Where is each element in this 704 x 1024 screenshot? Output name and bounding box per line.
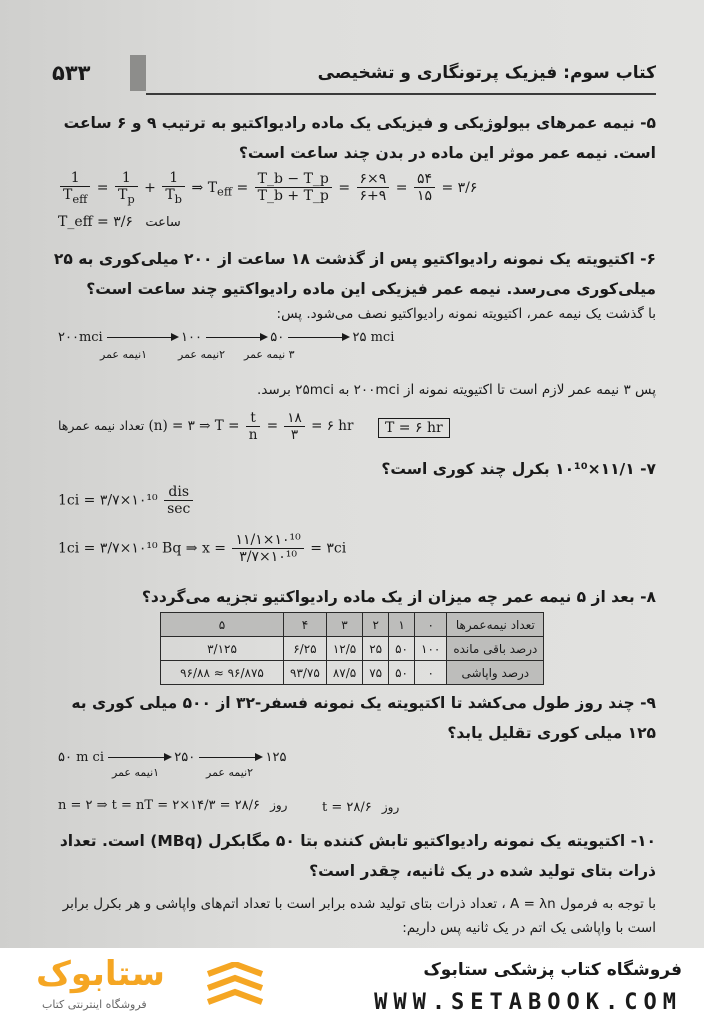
table-cell: ۸۷/۵ [326, 661, 362, 685]
book-title: کتاب سوم: فیزیک پرتونگاری و تشخیصی [317, 63, 656, 83]
q6-chain-label-2: ۲نیمه عمر [178, 348, 226, 361]
table-cell: ۵۰ [389, 661, 415, 685]
table-cell: ۳/۱۲۵ [161, 637, 284, 661]
table-cell: ۲۵ [363, 637, 389, 661]
book-stack-icon [200, 962, 270, 1012]
table-cell: ۷۵ [363, 661, 389, 685]
table-header-row [161, 613, 544, 637]
table-cell: ۱۲/۵ [326, 637, 362, 661]
question-6: ۶- اکتیویته یک نمونه رادیواکتیو پس از گذشت ۱۸ ساعت از ۲۰۰ میلی‌کوری به ۲۵ میلی‌کوری می‌رسد. نیمه عمر فیزیکی این ماده رادیواکتیو چند ساعت است؟ [53, 250, 656, 298]
q9-chain: ۵۰ m ci ۲۵۰ ۱۲۵ [58, 750, 287, 765]
store-name: فروشگاه کتاب پزشکی ستابوک [423, 960, 682, 980]
question-8: ۸- بعد از ۵ نیمه عمر چه میزان از یک ماده رادیواکتیو تجزیه می‌گردد؟ [141, 588, 656, 606]
q9-calc: n = ۲ ⇒ t = nT = ۲×۱۴/۳ = ۲۸/۶ روز [58, 798, 288, 813]
table-row [161, 661, 544, 685]
table-header-cell: تعداد نیمه‌عمرها [447, 613, 544, 637]
table-cell: ۹۶/۸۷۵ ≈ ۹۶/۸۸ [161, 661, 284, 685]
header-bar [130, 55, 146, 91]
q6-note: با گذشت یک نیمه عمر، اکتیویته نمونه رادیواکتیو نصف می‌شود. پس: [276, 306, 656, 322]
page-number: ۵۳۳ [52, 61, 91, 85]
question-5: ۵- نیمه عمرهای بیولوژیکی و فیزیکی یک ماده رادیواکتیو به ترتیب ۹ و ۶ ساعت است. نیمه عمر موثر این ماده در بدن چند ساعت است؟ [63, 114, 656, 162]
question-7: ۷- ۱۱/۱×۱۰¹⁰ بکرل چند کوری است؟ [381, 460, 656, 478]
table-cell: ۵۰ [389, 637, 415, 661]
table-header-cell: ۲ [363, 613, 389, 637]
q6-chain-label-1: ۱نیمه عمر [100, 348, 148, 361]
brand-logo-text: ستابوک [36, 954, 165, 994]
q6-chain-label-3: ۳ نیمه عمر [244, 348, 295, 361]
table-cell: درصد باقی مانده [447, 637, 544, 661]
running-header [40, 55, 656, 95]
table-header-cell: ۳ [326, 613, 362, 637]
q6-answer-box: T = ۶ hr [378, 420, 450, 436]
header-rule [146, 93, 656, 95]
q6-chain: ۲۰۰mci ۱۰۰ ۵۰ ۲۵ mci [58, 330, 395, 345]
brand-subtitle: فروشگاه اینترنتی کتاب [42, 998, 147, 1011]
q7-line-1: 1ci = ۳/۷×۱۰¹⁰ $\frac{\text{dis}}{\sec}$ [58, 484, 195, 517]
table-cell: ۹۳/۷۵ [284, 661, 327, 685]
q5-formula: $\frac{1}{T_{eff}}$ = $\frac{1}{T_p}$ + $\frac{1}{T_b}$ ⇒ $T_{eff}$ = $\frac{T\_b - T\_p}{T\_b + T\_p}$ = $\frac{۶\times ۹}{۶+۹}$ = $\frac{۵۴}{۱۵}$ = ۳/۶ [58, 170, 477, 206]
q9-chain-label-1: ۱نیمه عمر [112, 766, 160, 779]
q5-final: T_eff = ۳/۶ ساعت [58, 214, 181, 230]
table-header-cell: ۰ [415, 613, 447, 637]
question-9: ۹- چند روز طول می‌کشد تا اکتیویته یک نمونه فسفر-۳۲ از ۵۰۰ میلی کوری به ۱۲۵ میلی کوری تقلیل یابد؟ [71, 694, 656, 742]
table-header-cell: ۱ [389, 613, 415, 637]
store-footer [0, 948, 704, 1024]
q7-line-2: 1ci = ۳/۷×۱۰¹⁰ Bq ⇒ x = $\frac{\text{۱۱/۱×۱۰¹⁰}}{\text{۳/۷×۱۰¹⁰}}$ = ۳ci [58, 532, 347, 565]
table-cell: ۱۰۰ [415, 637, 447, 661]
q6-calc: تعداد نیمه عمرها (n) = ۳ ⇒ T = $\frac{t}{n}$ = $\frac{۱۸}{۳}$ = ۶ hr [58, 410, 354, 443]
half-life-table [160, 612, 544, 685]
store-url[interactable]: WWW.SETABOOK.COM [374, 990, 682, 1015]
q9-chain-label-2: ۲نیمه عمر [206, 766, 254, 779]
q9-result: t = ۲۸/۶ روز [322, 800, 400, 815]
table-cell: ۰ [415, 661, 447, 685]
q6-note-2: پس ۳ نیمه عمر لازم است تا اکتیویته نمونه از ۲۰۰mci به ۲۵mci برسد. [257, 382, 656, 398]
question-10: ۱۰- اکتیویته یک نمونه رادیواکتیو تابش کننده بتا ۵۰ مگابکرل (MBq) است. تعداد ذرات بتای تولید شده در یک ثانیه، چقدر است؟ [59, 832, 656, 880]
table-header-cell: ۴ [284, 613, 327, 637]
table-cell: ۶/۲۵ [284, 637, 327, 661]
table-row [161, 637, 544, 661]
table-cell: درصد واپاشی [447, 661, 544, 685]
table-header-cell: ۵ [161, 613, 284, 637]
q10-note: با توجه به فرمول A = λn ، تعداد ذرات بتای تولید شده برابر است با تعداد اتم‌های واپاشی و هر بکرل برابر است با واپاشی یک اتم در یک ثانیه پس داریم: [62, 896, 656, 936]
